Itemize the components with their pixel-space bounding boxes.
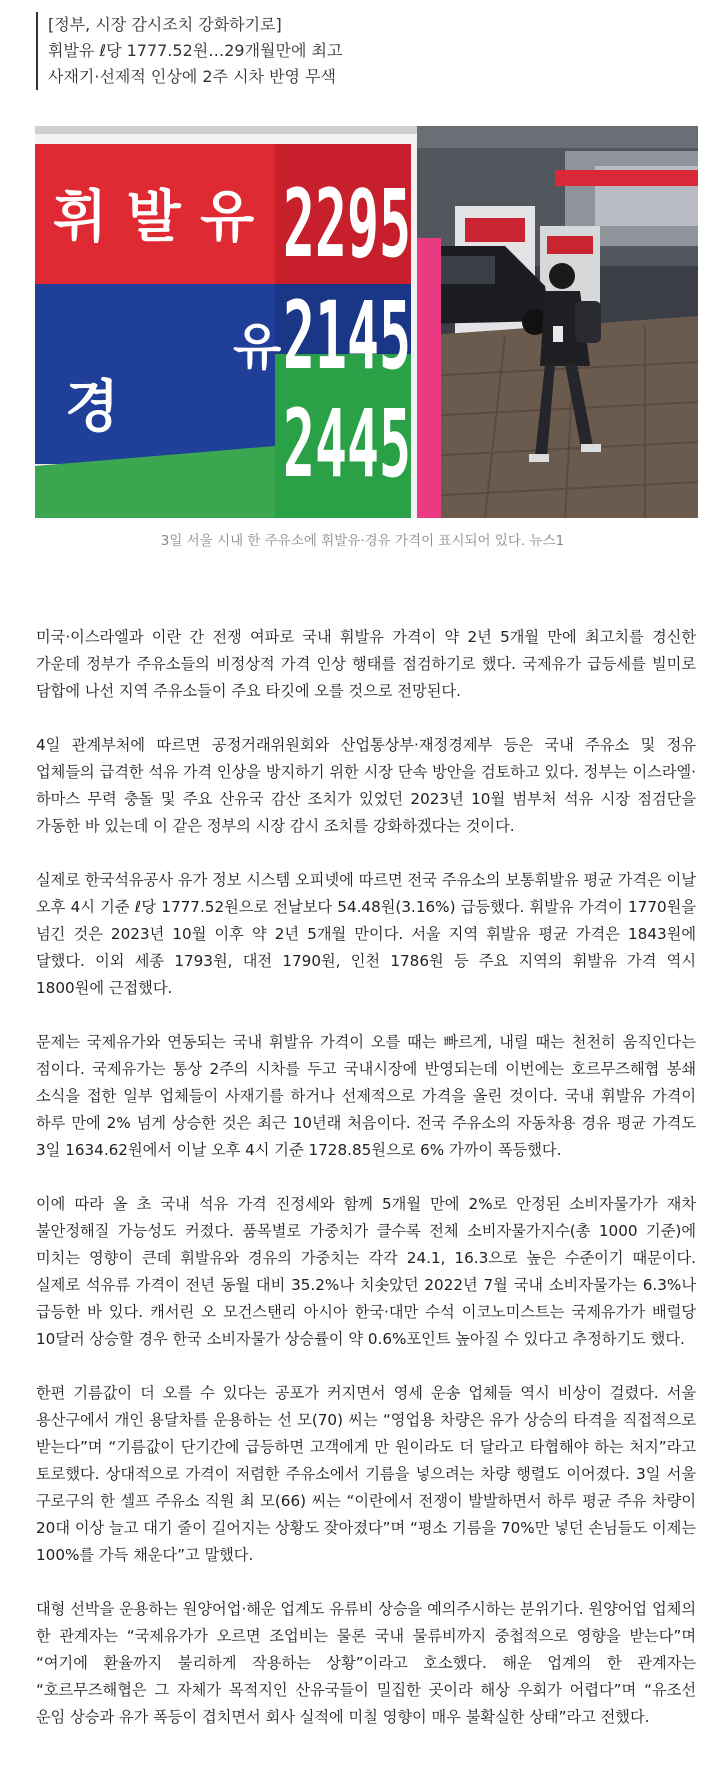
article-subheads xyxy=(36,12,688,90)
sign-price-diesel: 2145 xyxy=(283,282,411,391)
sign-label-diesel-top: 유 xyxy=(233,318,282,376)
subhead-line: 휘발유 ℓ당 1777.52원…29개월만에 최고 xyxy=(48,41,343,60)
article-photo xyxy=(35,126,698,518)
sign-label-gasoline: 휘 발 유 xyxy=(53,185,255,250)
article-body xyxy=(36,624,696,1758)
subhead-line: [정부, 시장 감시조치 강화하기로] xyxy=(48,15,282,34)
article-paragraph: 문제는 국제유가와 연동되는 국내 휘발유 가격이 오를 때는 빠르게, 내릴 때는 천천히 움직인다는 점이다. 국제유가는 통상 2주의 시차를 두고 국내시장에 반영되는데 이번에는 호르무즈해협 봉쇄 소식을 접한 일부 업체들이 사재기를 하거나 선제적으로 가격을 올린 것이다. 국내 휘발유 가격이 하루 만에 2% 넘게 상승한 것은 최근 10년래 처음이다. 전국 주유소의 자동차용 경유 평균 가격도 3일 1634.62원에서 이날 오후 4시 기준 1728.85원으로 6% 가까이 폭등했다. xyxy=(36,1033,696,1159)
article-paragraph: 한편 기름값이 더 오를 수 있다는 공포가 커지면서 영세 운송 업체들 역시 비상이 걸렸다. 서울 용산구에서 개인 용달차를 운용하는 선 모(70) 씨는 “영업용 차량은 유가 상승의 타격을 직접적으로 받는다”며 “기름값이 단기간에 급등하면 고객에게 만 원이라도 더 달라고 타협해야 하는 처지”라고 토로했다. 상대적으로 가격이 저렴한 주유소에서 기름을 넣으려는 차량 행렬도 이어졌다. 3일 서울 구로구의 한 셀프 주유소 직원 최 모(66) 씨는 “이란에서 전쟁이 발발하면서 하루 평균 주유 차량이 20대 이상 늘고 대기 줄이 길어지는 상황도 잦아졌다”며 “평소 기름을 70%만 넣던 손님들도 이제는 100%를 가득 채운다”고 말했다. xyxy=(36,1384,696,1564)
article-paragraph: 이에 따라 올 초 국내 석유 가격 진정세와 함께 5개월 만에 2%로 안정된 소비자물가가 재차 불안정해질 가능성도 커졌다. 품목별로 가중치가 클수록 전체 소비자물가지수(총 1000 기준)에 미치는 영향이 큰데 휘발유와 경유의 가중치는 각각 24.1, 16.3으로 높은 수준이기 때문이다. 실제로 석유류 가격이 전년 동월 대비 35.2%나 치솟았던 2022년 7월 국내 소비자물가는 6.3%나 급등한 바 있다. 캐서린 오 모건스탠리 아시아 한국·대만 수석 이코노미스트는 국제유가가 배럴당 10달러 상승할 경우 한국 소비자물가 상승률이 약 0.6%포인트 높아질 수 있다고 추정하기도 했다. xyxy=(36,1195,696,1348)
article-paragraph: 4일 관계부처에 따르면 공정거래위원회와 산업통상부·재정경제부 등은 국내 주유소 및 정유 업체들의 급격한 석유 가격 인상을 방지하기 위한 시장 단속 방안을 검토하고 있다. 정부는 이스라엘·하마스 무력 충돌 및 주요 산유국 감산 조치가 있었던 2023년 10월 범부처 석유 시장 점검단을 가동한 바 있는데 이 같은 정부의 시장 감시 조치를 강화하겠다는 것이다. xyxy=(36,736,696,835)
article-paragraph: 미국·이스라엘과 이란 간 전쟁 여파로 국내 휘발유 가격이 약 2년 5개월 만에 최고치를 경신한 가운데 정부가 주유소들의 비정상적 가격 인상 행태를 점검하기로 했다. 국제유가 급등세를 빌미로 담합에 나선 지역 주유소들이 주요 타깃에 오를 것으로 전망된다. xyxy=(36,628,696,700)
article-paragraph: 실제로 한국석유공사 유가 정보 시스템 오피넷에 따르면 전국 주유소의 보통휘발유 평균 가격은 이날 오후 4시 기준 ℓ당 1777.52원으로 전날보다 54.48원(3.16%) 급등했다. 휘발유 가격이 1770원을 넘긴 것은 2023년 10월 이후 약 2년 5개월 만이다. 서울 지역 휘발유 평균 가격은 1843원에 달했다. 이외 세종 1793원, 대전 1790원, 인천 1786원 등 주요 지역의 휘발유 가격 역시 1800원에 근접했다. xyxy=(36,871,696,997)
photo-caption: 3일 서울 시내 한 주유소에 휘발유·경유 가격이 표시되어 있다. 뉴스1 xyxy=(160,533,565,549)
sign-price-gasoline: 2295 xyxy=(283,170,411,279)
sign-label-diesel-bottom: 경 xyxy=(65,375,120,440)
subhead-line: 사재기·선제적 인상에 2주 시차 반영 무색 xyxy=(48,67,336,86)
sign-price-third: 2445 xyxy=(283,390,411,499)
article-paragraph: 대형 선박을 운용하는 원양어업·해운 업계도 유류비 상승을 예의주시하는 분위기다. 원양어업 업체의 한 관계자는 “국제유가가 오르면 조업비는 물론 국내 물류비까지 중첩적으로 영향을 받는다”며 “여기에 환율까지 불리하게 작용하는 상황”이라고 호소했다. 해운 업계의 한 관계자는 “호르무즈해협은 그 자체가 목적지인 산유국들이 밀집한 곳이라 해상 우회가 어렵다”며 “유조선 운임 상승과 유가 폭등이 겹치면서 회사 실적에 미칠 영향이 매우 불확실한 상태”라고 전했다. xyxy=(36,1600,696,1726)
